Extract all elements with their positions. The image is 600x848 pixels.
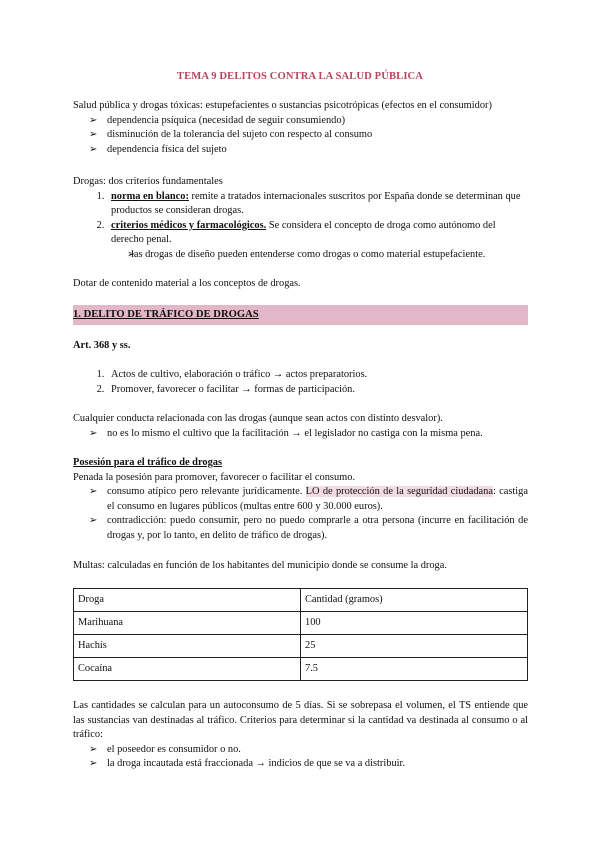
dotar-paragraph: Dotar de contenido material a los conceptos de drogas.: [73, 278, 301, 289]
posesion-lead: Penada la posesión para promover, favorecer o facilitar el consumo.: [73, 471, 356, 483]
list-item: [107, 190, 528, 219]
conducta-bullets: [73, 427, 528, 442]
cantidades-paragraph: Las cantidades se calculan para un autoconsumo de 5 días. Si se sobrepasa el volumen, el TS entiende que las sustancias van destinadas al tráfico. Criterios para determinar si la cantidad va destinada al consumo o al tráfico:: [73, 700, 528, 740]
bullet-text: consumo atípico pero relevante jurídicamente.: [107, 486, 306, 497]
intro-bullets: [73, 114, 528, 158]
list-item: ➢ el poseedor es consumidor o no.: [89, 743, 528, 758]
table-cell: Cocaína: [74, 658, 301, 681]
list-item: ➢ dependencia psíquica (necesidad de seguir consumiendo): [89, 114, 528, 129]
acts-block: [73, 368, 528, 397]
cantidades-block: [73, 699, 528, 772]
cantidades-bullets: [73, 743, 528, 772]
highlighted-law: LO de protección de la seguridad ciudadana: [305, 486, 493, 497]
table-cell: 100: [301, 612, 528, 635]
table-header-cell: Droga: [74, 589, 301, 612]
table-cell: 25: [301, 635, 528, 658]
posesion-bullets: [73, 485, 528, 543]
criterion-text: remite a tratados internacionales suscritos por España donde se determinan que productos se consideran drogas.: [111, 190, 521, 216]
conducta-lead: Cualquier conducta relacionada con las drogas (aunque sean actos con distinto desvalor).: [73, 413, 443, 424]
drogas-block: [73, 175, 528, 262]
table-row: [74, 658, 528, 681]
section-heading-bar: [73, 305, 528, 325]
document-title: TEMA 9 DELITOS CONTRA LA SALUD PÚBLICA: [176, 71, 424, 82]
list-item: [89, 485, 528, 514]
table-cell: 7.5: [301, 658, 528, 681]
posesion-block: [73, 456, 528, 543]
bullet-text: : castiga el consumo en lugares públicos (multas entre 600 y 30.000 euros).: [107, 486, 528, 512]
list-item: ➢ disminución de la tolerancia del sujeto con respecto al consumo: [89, 128, 528, 143]
criterion-subbullets: [111, 248, 528, 263]
table-row: [74, 612, 528, 635]
conducta-block: [73, 412, 528, 441]
list-item: ➢ la droga incautada está fraccionada → indicios de que se va a distribuir.: [89, 757, 528, 772]
list-item: ➢ las drogas de diseño pueden entenderse como drogas o como material estupefaciente.: [127, 248, 528, 263]
list-item: [107, 219, 528, 263]
section-heading: 1. DELITO DE TRÁFICO DE DROGAS: [73, 309, 259, 320]
list-item: ➢ dependencia física del sujeto: [89, 143, 528, 158]
table-header-row: [74, 589, 528, 612]
list-item: ➢ contradicción: puedo consumir, pero no puedo comprarle a otra persona (incurre en facilitación de drogas y, por lo tanto, en delito de tráfico de drogas).: [89, 514, 528, 543]
article-reference: Art. 368 y ss.: [73, 340, 131, 351]
list-item: 2. Promover, favorecer o facilitar → formas de participación.: [107, 383, 528, 398]
posesion-heading: Posesión para el tráfico de drogas: [73, 457, 223, 468]
table-header-cell: Cantidad (gramos): [301, 589, 528, 612]
criterion-term: criterios médicos y farmacológicos.: [111, 219, 267, 231]
criterion-text: Se considera el concepto de droga como autónomo del derecho penal.: [111, 219, 496, 245]
table-cell: Marihuana: [74, 612, 301, 635]
intro-block: [73, 99, 528, 157]
list-item: ➢ no es lo mismo el cultivo que la facilitación → el legislador no castiga con la misma pena.: [89, 427, 528, 442]
intro-lead: Salud pública y drogas tóxicas: estupefacientes o sustancias psicotrópicas (efectos en el consumidor): [73, 100, 492, 111]
drogas-lead: Drogas: dos criterios fundamentales: [73, 176, 223, 187]
drug-quantity-table: [73, 588, 528, 681]
multas-paragraph: Multas: calculadas en función de los habitantes del municipio donde se consume la droga.: [73, 560, 447, 571]
drogas-criteria-list: [73, 190, 528, 263]
list-item: 1. Actos de cultivo, elaboración o tráfico → actos preparatorios.: [107, 368, 528, 383]
table-row: [74, 635, 528, 658]
criterion-term: norma en blanco:: [111, 190, 189, 202]
table-cell: Hachís: [74, 635, 301, 658]
acts-list: [73, 368, 528, 397]
